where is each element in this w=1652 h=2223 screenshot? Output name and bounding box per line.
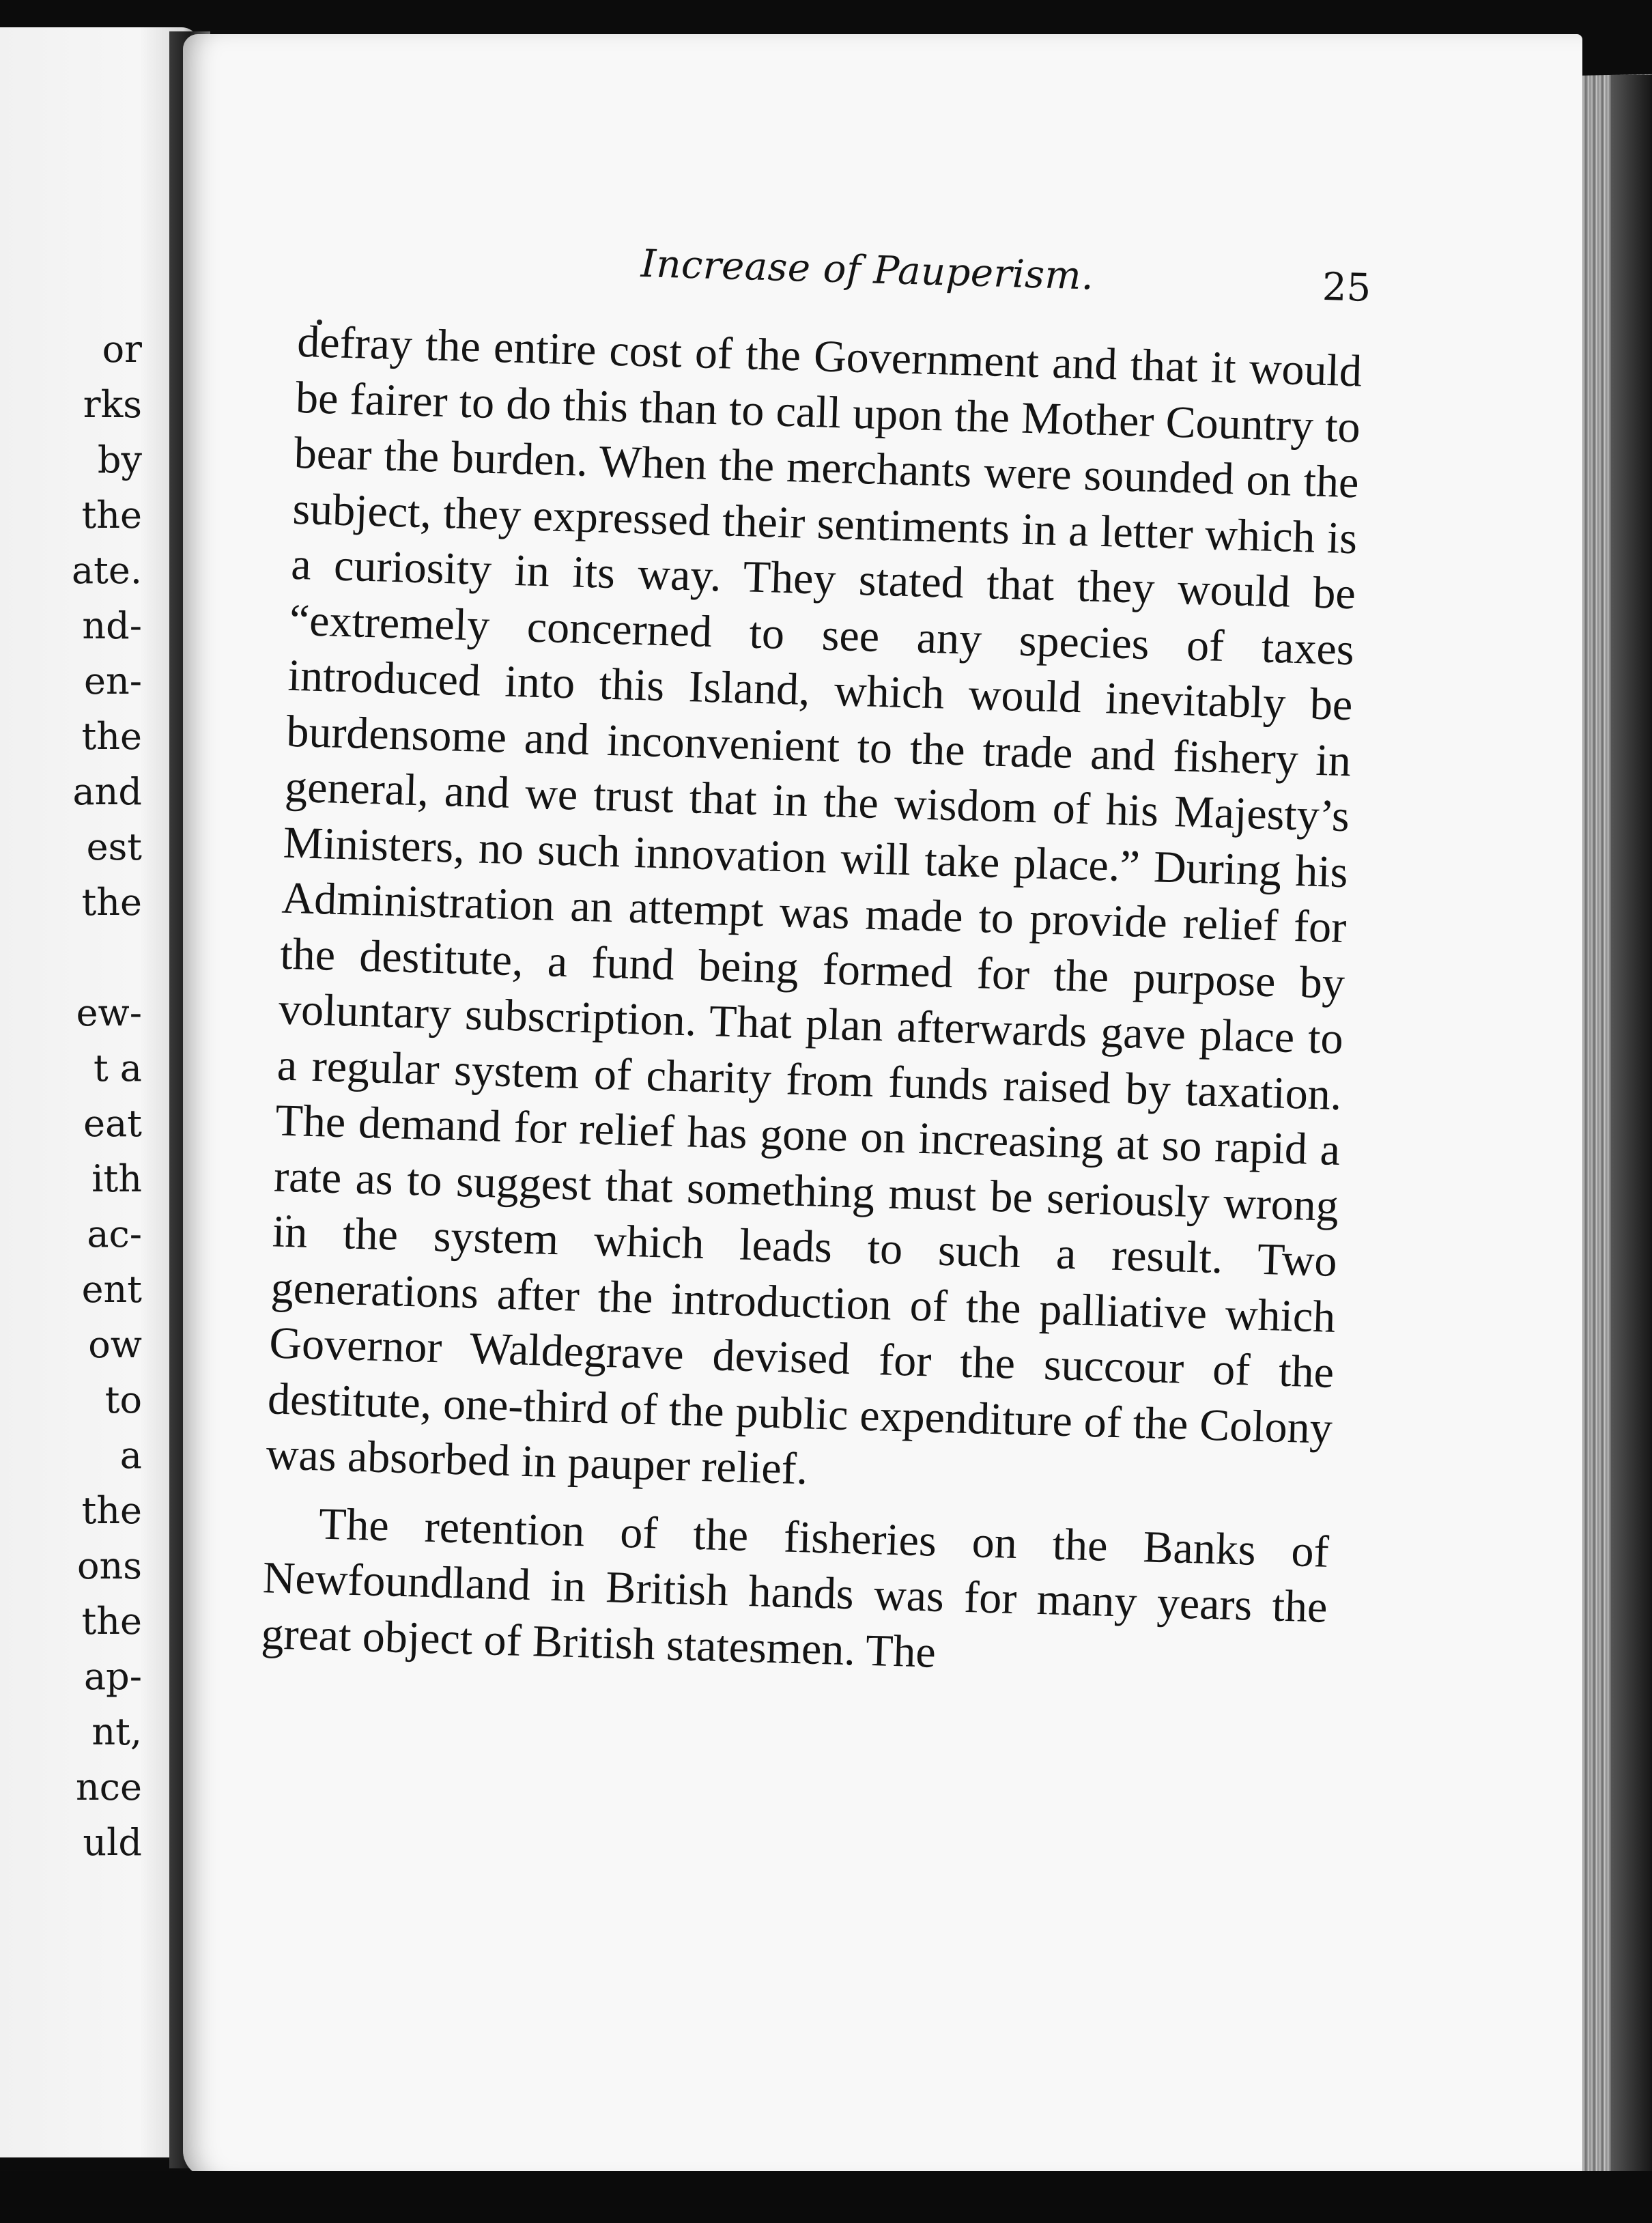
facing-page-fragment: the — [81, 1489, 142, 1532]
scan-border-bottom — [0, 2171, 1652, 2223]
page-text — [260, 232, 1372, 1691]
facing-page-fragment: en- — [84, 660, 142, 703]
facing-page-fragment: ow — [88, 1323, 142, 1366]
facing-page-fragment: ith — [91, 1157, 142, 1200]
facing-page-fragment: the — [81, 494, 142, 537]
body-paragraph: defray the entire cost of the Government and that it would be fairer to do this than to call upon the Mother Country to bear the burden. When the merchants were sounded on the subject, they expressed their sentiments in a letter which is a curiosity in its way. They stated that they would be “extremely concerned to see any species of taxes introduced into this Island, which would inevitably be burdensome and inconvenient to the trade and fishery in general, and we trust that in the wisdom of his Majesty’s Ministers, no such innovation will take place.” During his Administration an attempt was made to provide relief for the destitute, a fund being formed for the purpose by voluntary subscription. That plan afterwards gave place to a regular system of charity from funds raised by taxation. The demand for relief has gone on increasing at so rapid a rate as to suggest that something must be seriously wrong in the system which leads to such a result. Two generations after the introduction of the palliative which Governor Waldegrave devised for the succour of the destitute, one-third of the public expenditure of the Colony was absorbed in pauper relief. — [265, 316, 1363, 1495]
facing-page-fragment: eat — [83, 1102, 142, 1145]
facing-page-fragment: t a — [93, 1047, 142, 1090]
facing-page-fragment: the — [81, 881, 142, 924]
facing-page-fragment: nce — [76, 1766, 142, 1809]
facing-page-fragment: by — [97, 438, 142, 481]
facing-page-fragment: ac- — [87, 1213, 142, 1256]
facing-page-fragment: to — [104, 1378, 142, 1421]
running-head-title: Increase of Pauperism. — [640, 241, 1095, 299]
facing-page-fragment: ons — [76, 1544, 142, 1587]
facing-page-fragment: nd- — [82, 604, 142, 647]
facing-page-fragment: nt, — [91, 1710, 142, 1753]
facing-page-fragment: a — [119, 1434, 142, 1477]
body-paragraph: The retention of the fisheries on the Banks of Newfoundland in British hands was for many years the great object of British statesmen. The — [260, 1499, 1330, 1677]
facing-page-fragment: est — [86, 825, 142, 868]
facing-page-fragment: uld — [83, 1821, 142, 1864]
facing-page-fragment: ate. — [71, 549, 142, 592]
page-number: 25 — [1322, 264, 1372, 311]
facing-page-fragment: ent — [81, 1268, 142, 1311]
facing-page-fragment: ew- — [76, 991, 142, 1034]
page-block-shadow — [1611, 75, 1652, 2219]
facing-page-fragment: ap- — [83, 1655, 142, 1698]
facing-page-fragment: and — [72, 770, 142, 813]
facing-page-fragment: rks — [83, 383, 142, 426]
facing-page-fragment: or — [102, 328, 142, 371]
facing-page-fragment: the — [81, 1600, 142, 1643]
facing-page-fragment: the — [81, 715, 142, 758]
